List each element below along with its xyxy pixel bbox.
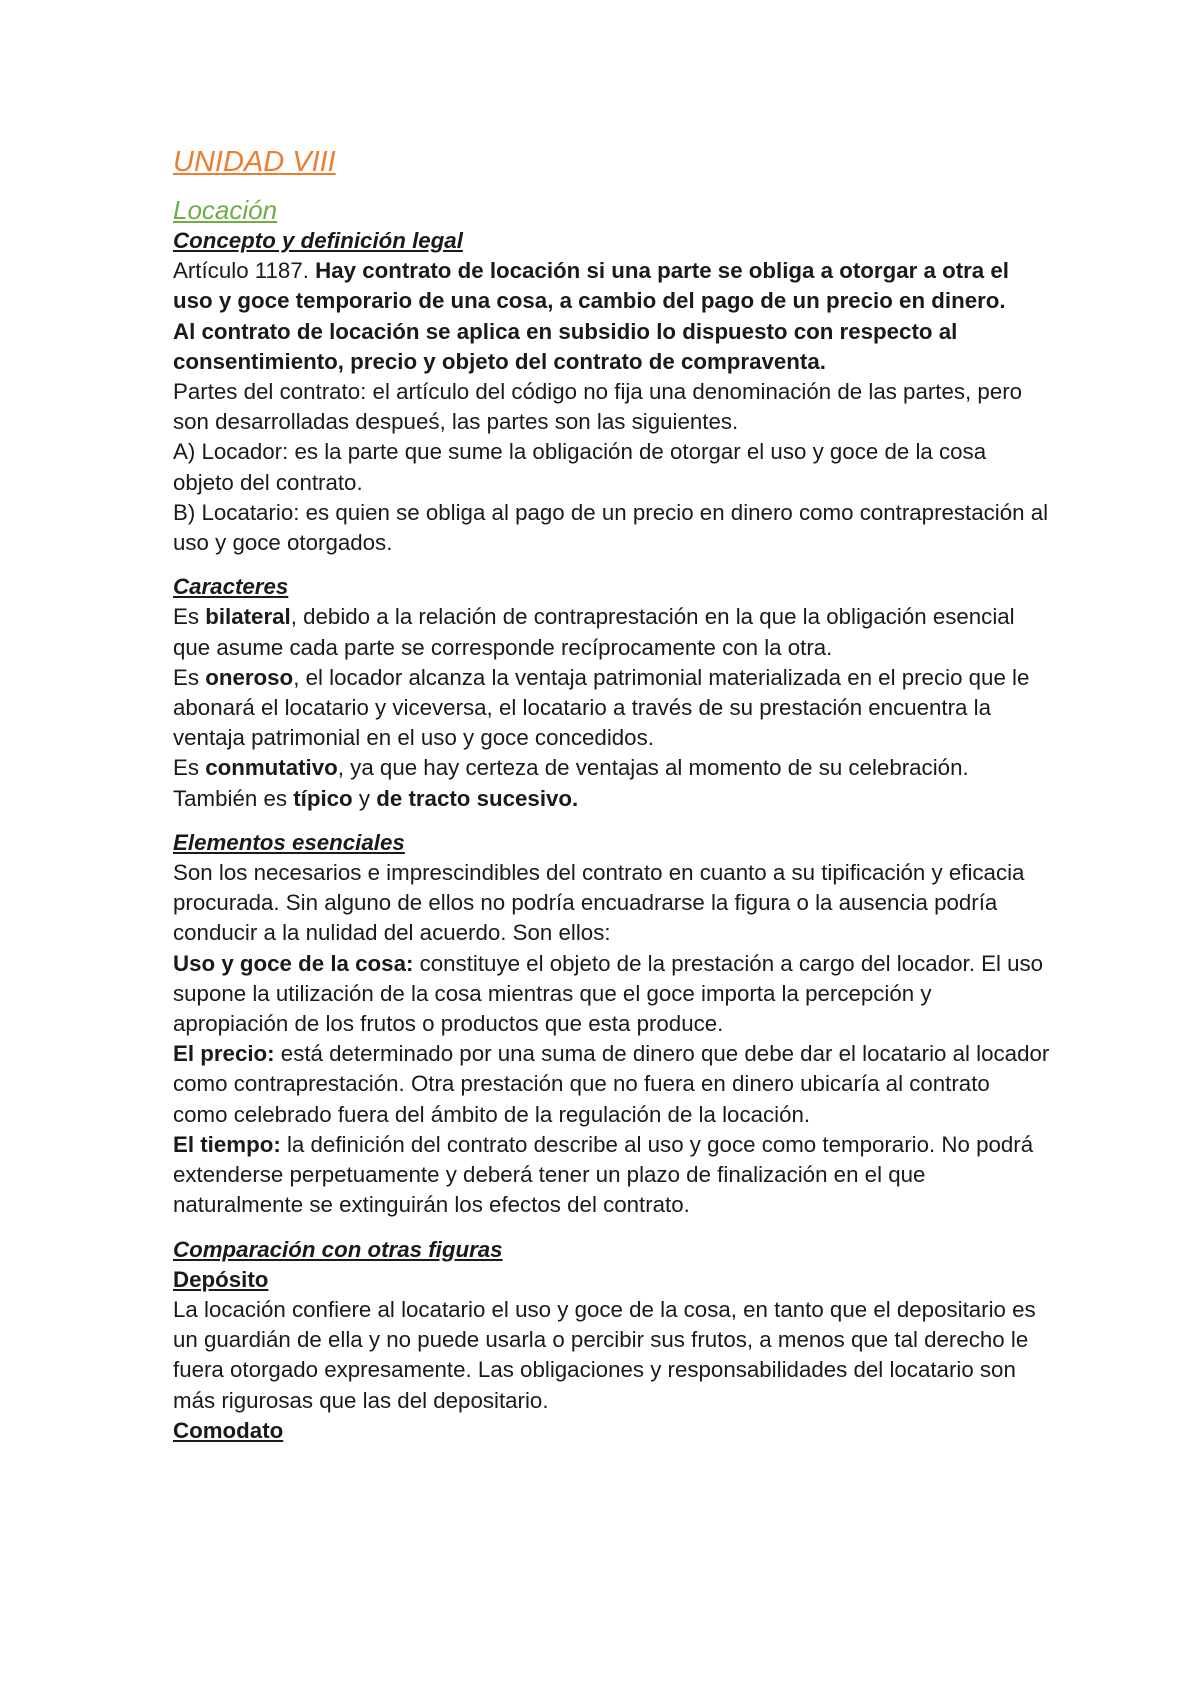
deposito-text: La locación confiere al locatario el uso y goce de la cosa, en tanto que el depositario es un guardián de ella y no puede usarla o percibir sus frutos, a menos que tal derecho le fuera otorgado expresamente. Las obligaciones y responsabilidades del locatario son más rigurosas que las del depositario. (173, 1296, 1036, 1413)
bold-term: Uso y goce de la cosa: (173, 950, 414, 976)
bold-term: conmutativo (205, 755, 338, 781)
elementos-intro: Son los necesarios e imprescindibles del contrato en cuanto a su tipificación y eficacia procurada. Sin alguno de ellos no podría encuadrarse la figura o la ausencia podría conducir a la nulidad del acuerdo. Son ellos: (173, 860, 1025, 946)
bold-term: El tiempo: (173, 1131, 281, 1157)
bold-term: bilateral (205, 604, 291, 630)
elementos-section (173, 828, 1050, 1221)
caracter-bilateral (173, 602, 1050, 662)
article-label: Artículo 1187. (173, 258, 316, 284)
part-b: B) Locatario: es quien se obliga al pago de un precio en dinero como contraprestación al uso y goce otorgados. (173, 499, 1049, 556)
part-a: A) Locador: es la parte que sume la obligación de otorgar el uso y goce de la cosa objeto del contrato. (173, 439, 987, 495)
bold-term: oneroso (205, 664, 294, 690)
text: constituye el objeto de la prestación a cargo del locador. El uso supone la utilización de la cosa mientras que el goce importa la percepción y apropiación de los frutos o productos que esta produce. (173, 950, 1044, 1037)
elemento-uso-goce (173, 949, 1050, 1040)
text: la definición del contrato describe al uso y goce como temporario. No podrá extenderse perpetuamente y deberá tener un plazo de finalización en el que naturalmente se extinguirán los efectos del contrato. (173, 1131, 1034, 1218)
article-subsidiary (173, 317, 1050, 377)
text: Es (173, 755, 206, 781)
caracter-tipico (173, 784, 1050, 814)
article-text: Hay contrato de locación si una parte se obliga a otorgar a otra el uso y goce temporario de una cosa, a cambio del pago de un precio en dinero. (173, 258, 1009, 314)
text: está determinado por una suma de dinero que debe dar el locatario al locador como contraprestación. Otra prestación que no fuera en dinero ubicaría al contrato como celebrado fuera del ámbito de la regulación de la locación. (173, 1041, 1050, 1127)
concept-heading: Concepto y definición legal (173, 228, 463, 253)
text: , debido a la relación de contraprestación en la que la obligación esencial que asume cada parte se corresponde recíprocamente con la otra. (173, 604, 1015, 660)
elemento-tiempo (173, 1130, 1050, 1221)
text: , ya que hay certeza de ventajas al momento de su celebración. (337, 755, 969, 781)
caracteres-heading: Caracteres (173, 574, 289, 600)
unit-title: UNIDAD VIII (173, 146, 336, 178)
text: Es (173, 604, 206, 630)
bold-term: El precio: (173, 1041, 275, 1067)
section-title: Locación (173, 195, 278, 225)
parts-intro: Partes del contrato: el artículo del código no fija una denominación de las partes, pero son desarrolladas despueś, las partes son las siguientes. (173, 379, 1023, 435)
comparacion-heading: Comparación con otras figuras (173, 1236, 503, 1262)
comodato-heading: Comodato (173, 1417, 284, 1443)
bold-term: de tracto sucesivo. (376, 785, 579, 811)
text: También es (173, 785, 294, 811)
comparacion-section (173, 1235, 1050, 1446)
elementos-heading: Elementos esenciales (173, 829, 405, 855)
concept-section (173, 226, 1050, 558)
deposito-heading: Depósito (173, 1266, 269, 1292)
text: Es (173, 664, 206, 690)
caracteres-section (173, 572, 1050, 814)
text: y (352, 785, 377, 811)
article-subsidiary-text: Al contrato de locación se aplica en subsidio lo dispuesto con respecto al consentimiento, precio y objeto del contrato de compraventa. (173, 318, 958, 374)
caracter-conmutativo (173, 753, 1050, 783)
elemento-precio (173, 1039, 1050, 1130)
article-paragraph (173, 256, 1050, 316)
text: , el locador alcanza la ventaja patrimonial materializada en el precio que le abonará el locatario y viceversa, el locatario a través de su prestación encuentra la ventaja patrimonial en el uso y goce concedidos. (173, 664, 1030, 751)
caracter-oneroso (173, 663, 1050, 754)
bold-term: típico (293, 785, 353, 811)
